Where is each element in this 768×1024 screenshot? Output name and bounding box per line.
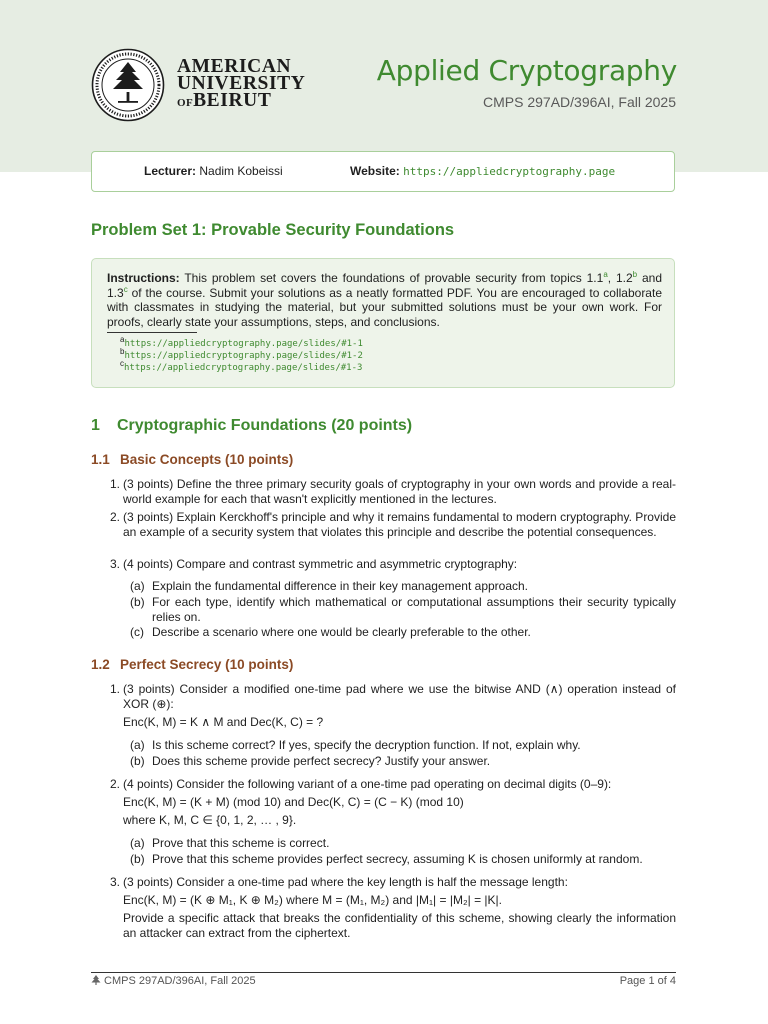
university-name bbox=[177, 58, 305, 112]
part-text: Describe a scenario where one would be clearly preferable to the other. bbox=[152, 625, 531, 639]
university-line-3: BEIRUT bbox=[193, 90, 272, 111]
part-label: (c) bbox=[130, 625, 144, 639]
formula: Enc(K, M) = K ∧ M and Dec(K, C) = ? bbox=[123, 715, 324, 729]
lecturer-name: Nadim Kobeissi bbox=[199, 164, 283, 178]
section-number: 1 bbox=[91, 417, 100, 434]
formula: Enc(K, M) = (K + M) (mod 10) and Dec(K, C) = (C − K) (mod 10) bbox=[123, 795, 464, 809]
part-text: Does this scheme provide perfect secrecy? Justify your answer. bbox=[152, 754, 491, 768]
university-seal-icon bbox=[91, 48, 165, 122]
footer-divider bbox=[91, 972, 676, 973]
subsection-heading bbox=[91, 657, 293, 672]
instructions-label: Instructions: bbox=[107, 271, 180, 285]
part-label: (a) bbox=[130, 579, 145, 593]
question-text: (4 points) Compare and contrast symmetric and asymmetric cryptography: bbox=[123, 557, 518, 571]
footnote-divider bbox=[107, 332, 197, 333]
part-label: (b) bbox=[130, 852, 145, 866]
cedar-tree-icon bbox=[91, 975, 101, 985]
university-line-2: UNIVERSITY bbox=[177, 73, 306, 94]
lecturer bbox=[144, 164, 283, 178]
footnote bbox=[120, 335, 363, 349]
footnote-link[interactable]: https://appliedcryptography.page/slides/#1-1 bbox=[124, 339, 363, 349]
university-logo bbox=[91, 48, 323, 122]
lecturer-label: Lecturer: bbox=[144, 164, 197, 178]
footnote bbox=[120, 347, 363, 361]
part-label: (b) bbox=[130, 595, 145, 609]
question-number: 1. bbox=[109, 682, 120, 696]
website-link[interactable]: https://appliedcryptography.page bbox=[403, 165, 616, 178]
part-text: Prove that this scheme provides perfect secrecy, assuming K is chosen uniformly at random. bbox=[152, 852, 643, 866]
instructions-box bbox=[91, 258, 675, 388]
footnote-link[interactable]: https://appliedcryptography.page/slides/#1-2 bbox=[124, 351, 363, 361]
footer-page-number: Page 1 of 4 bbox=[619, 975, 676, 987]
footnote-ref[interactable]: c bbox=[123, 284, 128, 294]
subsection-title: Perfect Secrecy (10 points) bbox=[120, 657, 294, 672]
info-box bbox=[91, 151, 675, 192]
question-number: 3. bbox=[109, 557, 120, 571]
part-text: For each type, identify which mathematical or computational assumptions their security typically relies on. bbox=[152, 595, 676, 624]
website bbox=[350, 164, 615, 178]
part-text: Is this scheme correct? If yes, specify the decryption function. If not, explain why. bbox=[152, 738, 581, 752]
university-line-1: AMERICAN bbox=[177, 56, 292, 77]
footer-left bbox=[91, 975, 256, 987]
part-label: (a) bbox=[130, 738, 145, 752]
question-body: Provide a specific attack that breaks the confidentiality of this scheme, showing clearly the information an attacker can extract from the ciphertext. bbox=[123, 911, 676, 940]
section-title: Cryptographic Foundations (20 points) bbox=[117, 417, 413, 434]
instructions-part: and 1.3 bbox=[107, 271, 663, 300]
footnote-mark: c bbox=[120, 359, 124, 368]
subsection-title: Basic Concepts (10 points) bbox=[120, 452, 294, 467]
part-text: Explain the fundamental difference in their key management approach. bbox=[152, 579, 529, 593]
question-text: (3 points) Consider a one-time pad where the key length is half the message length: bbox=[123, 875, 568, 889]
footnote-link[interactable]: https://appliedcryptography.page/slides/#1-3 bbox=[124, 363, 363, 373]
part-label: (a) bbox=[130, 836, 145, 850]
question-number: 1. bbox=[109, 477, 120, 491]
website-label: Website: bbox=[350, 164, 400, 178]
question-number: 3. bbox=[109, 875, 120, 889]
subsection-number: 1.1 bbox=[91, 452, 110, 467]
formula: Enc(K, M) = (K ⊕ M₁, K ⊕ M₂) where M = (M₁, M₂) and |M₁| = |M₂| = |K|. bbox=[123, 893, 502, 907]
instructions-text bbox=[107, 271, 662, 330]
course-subtitle: CMPS 297AD/396AI, Fall 2025 bbox=[483, 94, 676, 110]
part-text: Prove that this scheme is correct. bbox=[152, 836, 330, 850]
instructions-part: , 1.2 bbox=[607, 271, 633, 285]
university-of: OF bbox=[177, 97, 194, 109]
footnote-ref[interactable]: b bbox=[632, 270, 638, 279]
formula-where: where K, M, C ∈ {0, 1, 2, … , 9}. bbox=[123, 813, 297, 827]
footer-course: CMPS 297AD/396AI, Fall 2025 bbox=[104, 975, 256, 987]
question-number: 2. bbox=[109, 510, 120, 524]
course-title: Applied Cryptography bbox=[376, 54, 677, 87]
subsection-heading bbox=[91, 452, 293, 467]
question-number: 2. bbox=[109, 777, 120, 791]
question-text: (3 points) Explain Kerckhoff's principle and why it remains fundamental to modern cryptography. Provide an example of a security system that violates this principle and describe the potential consequences. bbox=[123, 510, 676, 539]
footnote-mark: b bbox=[120, 347, 125, 356]
footnote bbox=[120, 359, 363, 373]
subsection-number: 1.2 bbox=[91, 657, 110, 672]
problem-set-title: Problem Set 1: Provable Security Foundations bbox=[91, 221, 455, 239]
footnote-ref[interactable]: a bbox=[603, 270, 608, 279]
question-text: (3 points) Define the three primary security goals of cryptography in your own words and provide a real-world example for each that wasn't explicitly mentioned in the lectures. bbox=[123, 477, 676, 506]
part-label: (b) bbox=[130, 754, 145, 768]
section-heading bbox=[91, 417, 412, 435]
footnote-mark: a bbox=[120, 335, 125, 344]
instructions-part: of the course. Submit your solutions as a neatly formatted PDF. You are encouraged to collaborate with classmates in studying the material, but your submitted solutions must be your own work. For proofs, clearly state your assumptions, steps, and conclusions. bbox=[107, 285, 662, 330]
question-text: (3 points) Consider a modified one-time pad where we use the bitwise AND (∧) operation instead of XOR (⊕): bbox=[123, 682, 676, 711]
instructions-part: This problem set covers the foundations of provable security from topics 1.1 bbox=[179, 271, 604, 285]
question-text: (4 points) Consider the following variant of a one-time pad operating on decimal digits (0–9): bbox=[123, 777, 612, 791]
